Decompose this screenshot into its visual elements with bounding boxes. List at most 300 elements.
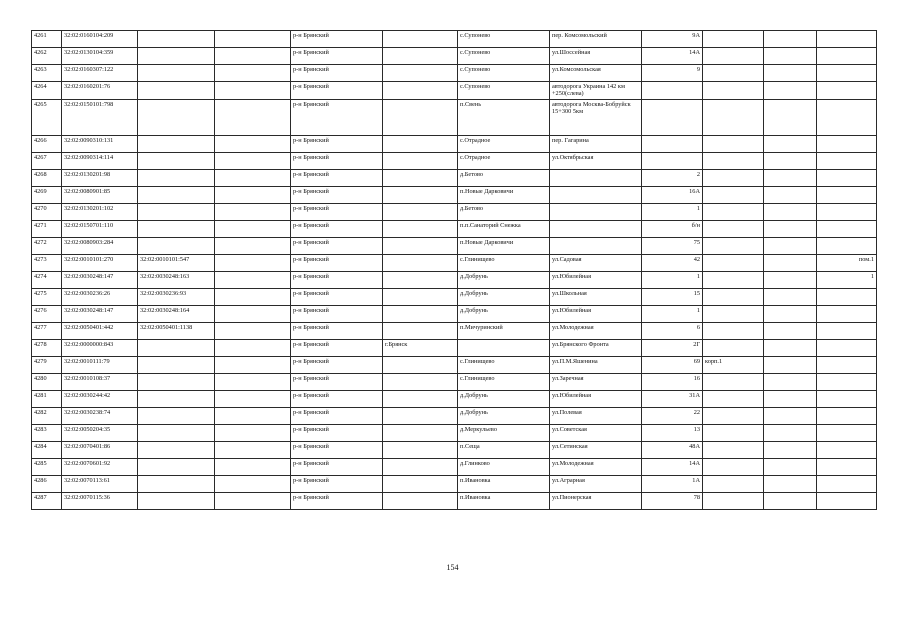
cell-street: [550, 220, 642, 237]
cell-cadastral-number-2: [138, 475, 215, 492]
cell-district: р-н Брянский: [291, 458, 383, 475]
cell-cadastral-number: 32:02:0050204:35: [62, 424, 138, 441]
cell-premises: [817, 135, 877, 152]
cell-cell-empty: [215, 65, 291, 82]
cell-city: [383, 48, 458, 65]
cell-cell-empty-2: [764, 237, 817, 254]
cell-cell-empty: [215, 220, 291, 237]
cell-city: г.Брянск: [383, 339, 458, 356]
cell-cadastral-number: 32:02:0030248:147: [62, 305, 138, 322]
cell-cadastral-number-2: 32:02:0050401:1138: [138, 322, 215, 339]
table-row: [32, 339, 877, 356]
cell-city: [383, 237, 458, 254]
cell-premises: [817, 186, 877, 203]
cell-house-number: 14А: [642, 48, 703, 65]
cell-settlement: д.Добрунь: [458, 288, 550, 305]
cell-cell-empty: [215, 31, 291, 48]
cell-house-number: 1А: [642, 475, 703, 492]
table-row: [32, 220, 877, 237]
cell-premises: [817, 48, 877, 65]
cell-city: [383, 152, 458, 169]
cell-building: [703, 322, 764, 339]
cell-cell-empty: [215, 424, 291, 441]
cell-cadastral-number: 32:02:0000000:843: [62, 339, 138, 356]
cell-row-number: 4286: [32, 475, 62, 492]
cell-house-number: 1: [642, 271, 703, 288]
cell-premises: [817, 322, 877, 339]
cell-cadastral-number: 32:02:0090310:131: [62, 135, 138, 152]
cell-settlement: с.Глинищево: [458, 373, 550, 390]
cell-row-number: 4283: [32, 424, 62, 441]
cell-row-number: 4285: [32, 458, 62, 475]
cell-cadastral-number-2: [138, 152, 215, 169]
cell-cadastral-number: 32:02:0080901:85: [62, 186, 138, 203]
cell-district: р-н Брянский: [291, 475, 383, 492]
cell-district: р-н Брянский: [291, 135, 383, 152]
cell-street: ул.Юбилейная: [550, 271, 642, 288]
cell-district: р-н Брянский: [291, 220, 383, 237]
cell-settlement: с.Отрадное: [458, 135, 550, 152]
cell-cell-empty: [215, 475, 291, 492]
cell-settlement: с.Супонево: [458, 65, 550, 82]
cell-cell-empty: [215, 339, 291, 356]
cell-city: [383, 203, 458, 220]
cell-premises: [817, 220, 877, 237]
cell-district: р-н Брянский: [291, 373, 383, 390]
cell-house-number: 22: [642, 407, 703, 424]
cell-cell-empty-2: [764, 31, 817, 48]
table-row: [32, 458, 877, 475]
cell-street: ул.Юбилейная: [550, 305, 642, 322]
table-row: [32, 203, 877, 220]
table-row: [32, 169, 877, 186]
cell-house-number: б/н: [642, 220, 703, 237]
cell-cell-empty-2: [764, 373, 817, 390]
cell-cadastral-number: 32:02:0130104:359: [62, 48, 138, 65]
cell-row-number: 4273: [32, 254, 62, 271]
cell-district: р-н Брянский: [291, 99, 383, 135]
cell-street: ул.Комсомольская: [550, 65, 642, 82]
cell-building: [703, 305, 764, 322]
table-row: [32, 390, 877, 407]
cell-house-number: 48А: [642, 441, 703, 458]
cell-cadastral-number-2: 32:02:0030248:164: [138, 305, 215, 322]
cell-settlement: п.Новые Дарковичи: [458, 186, 550, 203]
cell-building: [703, 65, 764, 82]
cell-cell-empty-2: [764, 356, 817, 373]
cell-cell-empty: [215, 169, 291, 186]
cell-cell-empty-2: [764, 322, 817, 339]
cell-street: автодорога Украина 142 км +250(слева): [550, 82, 642, 100]
cell-district: р-н Брянский: [291, 288, 383, 305]
cell-settlement: п.Новые Дарковичи: [458, 237, 550, 254]
table-row: [32, 31, 877, 48]
cell-cadastral-number-2: 32:02:0010101:547: [138, 254, 215, 271]
table-row: [32, 135, 877, 152]
cell-row-number: 4287: [32, 492, 62, 509]
cell-building: [703, 475, 764, 492]
cell-building: [703, 169, 764, 186]
cell-cell-empty-2: [764, 288, 817, 305]
cell-house-number: 1: [642, 203, 703, 220]
cell-street: ул.Сетинская: [550, 441, 642, 458]
cell-cadastral-number-2: [138, 373, 215, 390]
cell-district: р-н Брянский: [291, 407, 383, 424]
cell-city: [383, 65, 458, 82]
cell-premises: [817, 305, 877, 322]
cell-cell-empty-2: [764, 441, 817, 458]
cell-district: р-н Брянский: [291, 322, 383, 339]
cell-street: пер. Комсомольский: [550, 31, 642, 48]
cell-cadastral-number: 32:02:0090314:114: [62, 152, 138, 169]
cell-building: [703, 135, 764, 152]
cell-street: [550, 169, 642, 186]
cell-cell-empty-2: [764, 203, 817, 220]
cell-cell-empty: [215, 373, 291, 390]
cell-street: ул.Октябрьская: [550, 152, 642, 169]
cell-district: р-н Брянский: [291, 441, 383, 458]
cell-premises: [817, 31, 877, 48]
cell-building: [703, 254, 764, 271]
cell-premises: [817, 65, 877, 82]
cell-cell-empty: [215, 356, 291, 373]
cell-cadastral-number-2: [138, 169, 215, 186]
cell-house-number: 78: [642, 492, 703, 509]
cell-house-number: 1: [642, 305, 703, 322]
cell-cell-empty-2: [764, 390, 817, 407]
cell-cell-empty-2: [764, 82, 817, 100]
cell-cell-empty: [215, 390, 291, 407]
cell-premises: [817, 152, 877, 169]
cell-cadastral-number-2: [138, 48, 215, 65]
cell-cadastral-number-2: [138, 390, 215, 407]
register-table-container: [31, 30, 877, 510]
cell-cadastral-number: 32:02:0030244:42: [62, 390, 138, 407]
cell-district: р-н Брянский: [291, 203, 383, 220]
cell-row-number: 4272: [32, 237, 62, 254]
cell-street: ул.Полевая: [550, 407, 642, 424]
cell-settlement: п.Ивановка: [458, 475, 550, 492]
cell-row-number: 4284: [32, 441, 62, 458]
cell-settlement: с.Глинищево: [458, 356, 550, 373]
table-row: [32, 305, 877, 322]
cell-cell-empty: [215, 441, 291, 458]
cell-building: [703, 271, 764, 288]
cell-building: [703, 424, 764, 441]
cell-settlement: с.Супонево: [458, 82, 550, 100]
cell-building: корп.1: [703, 356, 764, 373]
cell-street: ул.Советская: [550, 424, 642, 441]
cell-premises: [817, 99, 877, 135]
cell-building: [703, 186, 764, 203]
cell-city: [383, 271, 458, 288]
cell-settlement: д.Глинково: [458, 458, 550, 475]
cell-cadastral-number: 32:02:0160104:209: [62, 31, 138, 48]
cell-district: р-н Брянский: [291, 82, 383, 100]
cell-cell-empty: [215, 458, 291, 475]
cell-settlement: п.Ивановка: [458, 492, 550, 509]
cell-cell-empty: [215, 237, 291, 254]
cell-city: [383, 220, 458, 237]
cell-street: ул.Молодежная: [550, 458, 642, 475]
table-row: [32, 492, 877, 509]
table-row: [32, 186, 877, 203]
cell-cadastral-number-2: [138, 135, 215, 152]
cell-settlement: п.п.Санаторий Снежка: [458, 220, 550, 237]
cell-premises: [817, 339, 877, 356]
cell-row-number: 4265: [32, 99, 62, 135]
cell-cadastral-number-2: [138, 82, 215, 100]
cell-district: р-н Брянский: [291, 186, 383, 203]
cell-house-number: 9А: [642, 31, 703, 48]
cell-cadastral-number-2: [138, 31, 215, 48]
cell-city: [383, 288, 458, 305]
cell-house-number: [642, 82, 703, 100]
cell-premises: пом.1: [817, 254, 877, 271]
cell-cadastral-number-2: [138, 186, 215, 203]
cell-settlement: п.Свень: [458, 99, 550, 135]
cell-settlement: с.Супонево: [458, 48, 550, 65]
cell-row-number: 4269: [32, 186, 62, 203]
cell-cell-empty-2: [764, 305, 817, 322]
cell-cell-empty-2: [764, 169, 817, 186]
cell-settlement: п.Сеща: [458, 441, 550, 458]
cell-row-number: 4282: [32, 407, 62, 424]
cell-cadastral-number-2: [138, 458, 215, 475]
cell-cadastral-number-2: [138, 339, 215, 356]
cell-cadastral-number: 32:02:0030236:26: [62, 288, 138, 305]
cell-building: [703, 407, 764, 424]
cell-settlement: д.Добрунь: [458, 407, 550, 424]
cell-house-number: 2Г: [642, 339, 703, 356]
cell-cadastral-number: 32:02:0150701:110: [62, 220, 138, 237]
cell-settlement: [458, 339, 550, 356]
cell-cadastral-number: 32:02:0030248:147: [62, 271, 138, 288]
cell-building: [703, 152, 764, 169]
cell-city: [383, 373, 458, 390]
cell-row-number: 4279: [32, 356, 62, 373]
cell-district: р-н Брянский: [291, 339, 383, 356]
cell-street: ул.Юбилейная: [550, 390, 642, 407]
cell-house-number: [642, 152, 703, 169]
cell-premises: [817, 390, 877, 407]
cell-row-number: 4263: [32, 65, 62, 82]
cell-row-number: 4266: [32, 135, 62, 152]
cell-street: ул.Пионерская: [550, 492, 642, 509]
table-row: [32, 441, 877, 458]
cell-city: [383, 492, 458, 509]
cell-city: [383, 82, 458, 100]
cell-row-number: 4262: [32, 48, 62, 65]
cell-cadastral-number: 32:02:0010108:37: [62, 373, 138, 390]
cell-cadastral-number: 32:02:0070401:86: [62, 441, 138, 458]
cell-district: р-н Брянский: [291, 271, 383, 288]
cell-house-number: [642, 135, 703, 152]
cell-cadastral-number-2: 32:02:0030236:93: [138, 288, 215, 305]
cell-building: [703, 458, 764, 475]
cell-row-number: 4277: [32, 322, 62, 339]
cell-street: ул.Аграрная: [550, 475, 642, 492]
cell-building: [703, 492, 764, 509]
cell-house-number: [642, 99, 703, 135]
cell-cell-empty: [215, 322, 291, 339]
cell-house-number: 42: [642, 254, 703, 271]
page-number: 154: [446, 563, 459, 572]
cell-city: [383, 441, 458, 458]
cell-row-number: 4278: [32, 339, 62, 356]
register-table-body: [32, 31, 877, 510]
table-row: [32, 48, 877, 65]
cell-premises: [817, 82, 877, 100]
cell-row-number: 4264: [32, 82, 62, 100]
cell-street: [550, 186, 642, 203]
cell-premises: [817, 203, 877, 220]
cell-house-number: 69: [642, 356, 703, 373]
cell-cell-empty: [215, 254, 291, 271]
cell-row-number: 4261: [32, 31, 62, 48]
table-row: [32, 99, 877, 135]
cell-cell-empty-2: [764, 65, 817, 82]
cell-street: ул.Заречная: [550, 373, 642, 390]
cell-street: пер. Гагарина: [550, 135, 642, 152]
cell-cadastral-number-2: [138, 356, 215, 373]
cell-city: [383, 99, 458, 135]
cell-street: ул.Молодежная: [550, 322, 642, 339]
table-row: [32, 322, 877, 339]
cell-street: ул.Шоссейная: [550, 48, 642, 65]
cell-row-number: 4274: [32, 271, 62, 288]
cell-city: [383, 407, 458, 424]
cell-district: р-н Брянский: [291, 305, 383, 322]
cell-cadastral-number-2: [138, 65, 215, 82]
cell-cell-empty: [215, 152, 291, 169]
cell-premises: [817, 441, 877, 458]
cell-city: [383, 475, 458, 492]
cell-cell-empty-2: [764, 339, 817, 356]
cell-house-number: 15: [642, 288, 703, 305]
cell-settlement: д.Бетово: [458, 203, 550, 220]
cell-row-number: 4275: [32, 288, 62, 305]
cell-district: р-н Брянский: [291, 492, 383, 509]
table-row: [32, 254, 877, 271]
cell-cadastral-number: 32:02:0030238:74: [62, 407, 138, 424]
cell-premises: [817, 458, 877, 475]
cell-district: р-н Брянский: [291, 390, 383, 407]
cell-city: [383, 254, 458, 271]
cell-cell-empty: [215, 135, 291, 152]
cell-settlement: с.Супонево: [458, 31, 550, 48]
table-row: [32, 424, 877, 441]
table-row: [32, 152, 877, 169]
cell-cadastral-number: 32:02:0080903:284: [62, 237, 138, 254]
cell-cell-empty: [215, 48, 291, 65]
cell-cell-empty-2: [764, 220, 817, 237]
cell-cell-empty-2: [764, 407, 817, 424]
cell-street: ул.Школьная: [550, 288, 642, 305]
cell-city: [383, 186, 458, 203]
cell-district: р-н Брянский: [291, 48, 383, 65]
cell-cell-empty: [215, 82, 291, 100]
cell-cadastral-number: 32:02:0160307:122: [62, 65, 138, 82]
cell-city: [383, 424, 458, 441]
cell-settlement: с.Отрадное: [458, 152, 550, 169]
table-row: [32, 475, 877, 492]
cell-settlement: д.Меркульево: [458, 424, 550, 441]
cell-cadastral-number: 32:02:0070601:92: [62, 458, 138, 475]
cell-city: [383, 31, 458, 48]
cell-city: [383, 305, 458, 322]
cell-building: [703, 373, 764, 390]
cell-district: р-н Брянский: [291, 254, 383, 271]
cell-district: р-н Брянский: [291, 424, 383, 441]
cell-street: ул.Садовая: [550, 254, 642, 271]
cell-cell-empty-2: [764, 458, 817, 475]
table-row: [32, 82, 877, 100]
cell-cadastral-number-2: [138, 220, 215, 237]
cell-row-number: 4268: [32, 169, 62, 186]
cell-settlement: д.Добрунь: [458, 390, 550, 407]
cell-house-number: 9: [642, 65, 703, 82]
cell-row-number: 4267: [32, 152, 62, 169]
cell-house-number: 16: [642, 373, 703, 390]
cell-cell-empty: [215, 203, 291, 220]
cell-premises: [817, 475, 877, 492]
cell-district: р-н Брянский: [291, 31, 383, 48]
cell-settlement: д.Добрунь: [458, 271, 550, 288]
cell-cadastral-number-2: [138, 424, 215, 441]
cell-premises: [817, 407, 877, 424]
cell-settlement: д.Бетово: [458, 169, 550, 186]
cell-street: [550, 203, 642, 220]
cell-cell-empty-2: [764, 424, 817, 441]
cell-settlement: п.Мичуринский: [458, 322, 550, 339]
cell-house-number: 13: [642, 424, 703, 441]
cell-cell-empty-2: [764, 152, 817, 169]
cell-street: ул.П.М.Яшенина: [550, 356, 642, 373]
register-table: [31, 30, 877, 510]
cell-cadastral-number-2: 32:02:0030248:163: [138, 271, 215, 288]
cell-row-number: 4281: [32, 390, 62, 407]
cell-building: [703, 48, 764, 65]
cell-district: р-н Брянский: [291, 356, 383, 373]
table-row: [32, 65, 877, 82]
cell-premises: 1: [817, 271, 877, 288]
cell-house-number: 6: [642, 322, 703, 339]
cell-street: автодорога Москва-Бобруйск 15+300 5км: [550, 99, 642, 135]
cell-city: [383, 169, 458, 186]
cell-city: [383, 135, 458, 152]
cell-cell-empty-2: [764, 48, 817, 65]
cell-settlement: д.Добрунь: [458, 305, 550, 322]
cell-building: [703, 441, 764, 458]
cell-cell-empty: [215, 407, 291, 424]
cell-premises: [817, 237, 877, 254]
cell-city: [383, 390, 458, 407]
cell-city: [383, 322, 458, 339]
cell-building: [703, 82, 764, 100]
cell-cadastral-number-2: [138, 237, 215, 254]
cell-house-number: 31А: [642, 390, 703, 407]
cell-cell-empty: [215, 305, 291, 322]
cell-cadastral-number: 32:02:0130201:98: [62, 169, 138, 186]
table-row: [32, 407, 877, 424]
cell-cadastral-number: 32:02:0050401:442: [62, 322, 138, 339]
cell-building: [703, 339, 764, 356]
cell-building: [703, 203, 764, 220]
cell-row-number: 4271: [32, 220, 62, 237]
cell-house-number: 75: [642, 237, 703, 254]
cell-cell-empty: [215, 186, 291, 203]
